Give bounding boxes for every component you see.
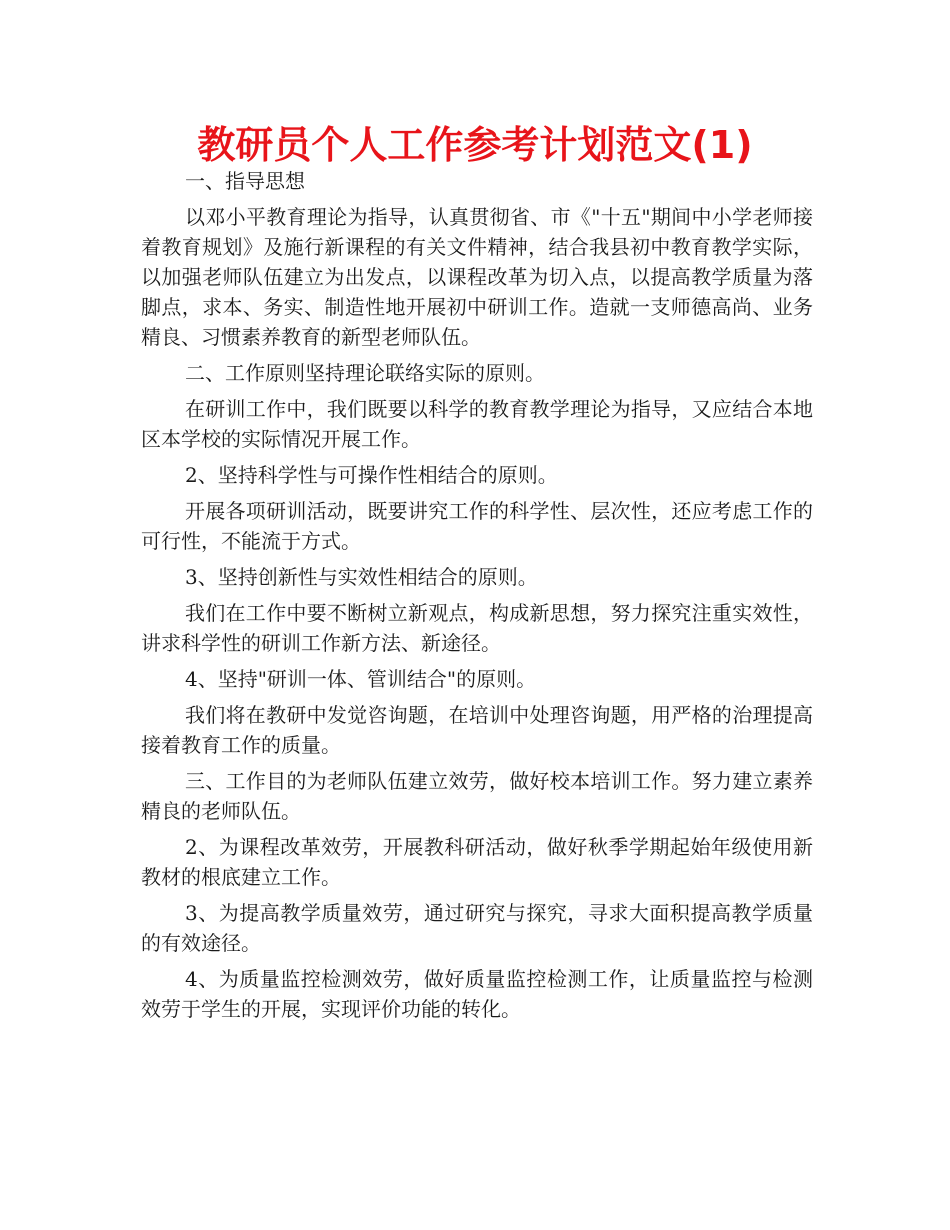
paragraph: 我们在工作中要不断树立新观点，构成新思想，努力探究注重实效性，讲求科学性的研训工作新方法、新途径。 [141,601,813,655]
document-body [141,166,813,1030]
section-heading-guiding-thought: 一、指导思想 [185,169,305,193]
principle-heading: 4、坚持"研训一体、管训结合"的原则。 [185,667,537,691]
section-heading-work-goals: 三、工作目的为老师队伍建立效劳，做好校本培训工作。努力建立素养精良的老师队伍。 [141,769,813,823]
paragraph: 我们将在教研中发觉咨询题，在培训中处理咨询题，用严格的治理提高接着教育工作的质量。 [141,703,813,757]
section-heading-work-principles: 二、工作原则坚持理论联络实际的原则。 [185,361,545,385]
paragraph: 开展各项研训活动，既要讲究工作的科学性、层次性，还应考虑工作的可行性，不能流于方式。 [141,499,813,553]
goal-item: 3、为提高教学质量效劳，通过研究与探究，寻求大面积提高教学质量的有效途径。 [141,901,813,955]
paragraph: 在研训工作中，我们既要以科学的教育教学理论为指导，又应结合本地区本学校的实际情况开展工作。 [141,397,813,451]
paragraph: 以邓小平教育理论为指导，认真贯彻省、市《"十五"期间中小学老师接着教育规划》及施行新课程的有关文件精神，结合我县初中教育教学实际，以加强老师队伍建立为出发点，以课程改革为切入点，以提高教学质量为落脚点，求本、务实、制造性地开展初中研训工作。造就一支师德高尚、业务精良、习惯素养教育的新型老师队伍。 [141,205,813,349]
goal-item: 4、为质量监控检测效劳，做好质量监控检测工作，让质量监控与检测效劳于学生的开展，实现评价功能的转化。 [141,967,813,1021]
principle-heading: 3、坚持创新性与实效性相结合的原则。 [185,565,538,589]
document-title: 教研员个人工作参考计划范文(1) [197,123,753,167]
goal-item: 2、为课程改革效劳，开展教科研活动，做好秋季学期起始年级使用新教材的根底建立工作。 [141,835,813,889]
principle-heading: 2、坚持科学性与可操作性相结合的原则。 [185,463,558,487]
